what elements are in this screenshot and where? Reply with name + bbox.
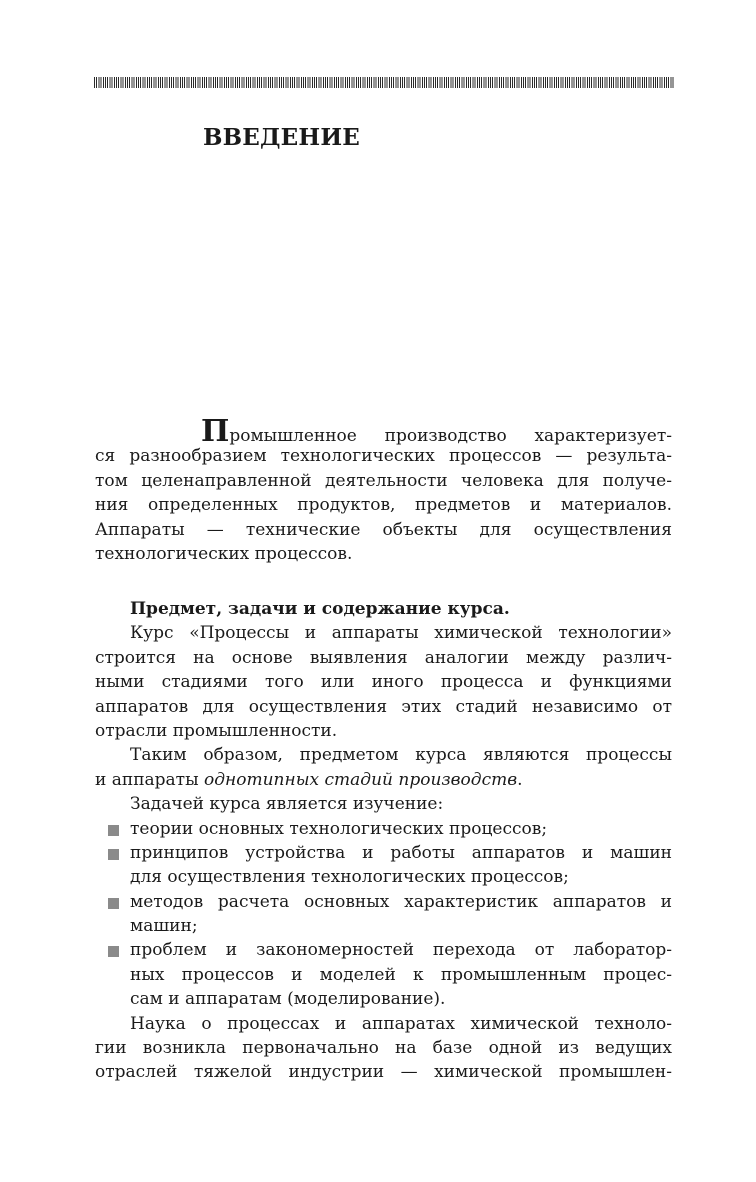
- list-item-continuation: сам и аппаратам (моделирование).: [130, 989, 446, 1010]
- square-bullet-icon: [108, 849, 119, 860]
- list-item: принципов устройства и работы аппаратов и машин: [95, 841, 672, 865]
- paragraph-line: отрасли промышленности.: [95, 720, 338, 741]
- paragraph-line: отраслей тяжелой индустрии — химической промышлен-: [95, 1062, 672, 1083]
- list-item: проблем и закономерностей перехода от лаборатор-: [95, 938, 672, 962]
- intro-paragraph: [95, 414, 672, 566]
- paragraph-line: гии возникла первоначально на базе одной из ведущих: [95, 1038, 672, 1059]
- intro-line: ся разнообразием технологических процессов — результа-: [95, 446, 672, 467]
- square-bullet-icon: [108, 898, 119, 909]
- paragraph-line: ными стадиями того или иного процесса и функциями: [95, 672, 672, 693]
- paragraph-line: Курс «Процессы и аппараты химической технологии»: [130, 623, 672, 644]
- paragraph-line: Таким образом, предметом курса являются процессы: [130, 745, 672, 766]
- intro-line: Промышленное производство характеризует-: [201, 414, 672, 449]
- tasks-intro: Задачей курса является изучение:: [130, 794, 444, 815]
- intro-line: ния определенных продуктов, предметов и материалов.: [95, 495, 672, 516]
- header-rule: [94, 77, 674, 88]
- intro-line: Аппараты — технические объекты для осуществления: [95, 519, 672, 540]
- intro-line: технологических процессов.: [95, 543, 353, 564]
- intro-line: том целенаправленной деятельности человека для получе-: [95, 470, 672, 491]
- list-item-continuation: для осуществления технологических процессов;: [130, 867, 569, 888]
- list-item: методов расчета основных характеристик аппаратов и: [95, 890, 672, 914]
- paragraph-line: и аппараты однотипных стадий производств.: [95, 769, 523, 790]
- section-body: [95, 597, 672, 1085]
- paragraph-line: Наука о процессах и аппаратах химической техноло-: [130, 1013, 672, 1034]
- paragraph-line: аппаратов для осуществления этих стадий независимо от: [95, 696, 672, 717]
- chapter-title: ВВЕДЕНИЕ: [203, 124, 360, 151]
- square-bullet-icon: [108, 946, 119, 957]
- list-item-continuation: ных процессов и моделей к промышленным процес-: [130, 964, 672, 985]
- paragraph-line: строится на основе выявления аналогии между различ-: [95, 647, 672, 668]
- square-bullet-icon: [108, 825, 119, 836]
- drop-cap: П: [201, 414, 230, 449]
- list-item-continuation: машин;: [130, 916, 198, 937]
- section-heading: Предмет, задачи и содержание курса.: [130, 599, 510, 619]
- italic-phrase: однотипных стадий производств: [204, 769, 518, 790]
- list-item: теории основных технологических процессов;: [95, 817, 672, 841]
